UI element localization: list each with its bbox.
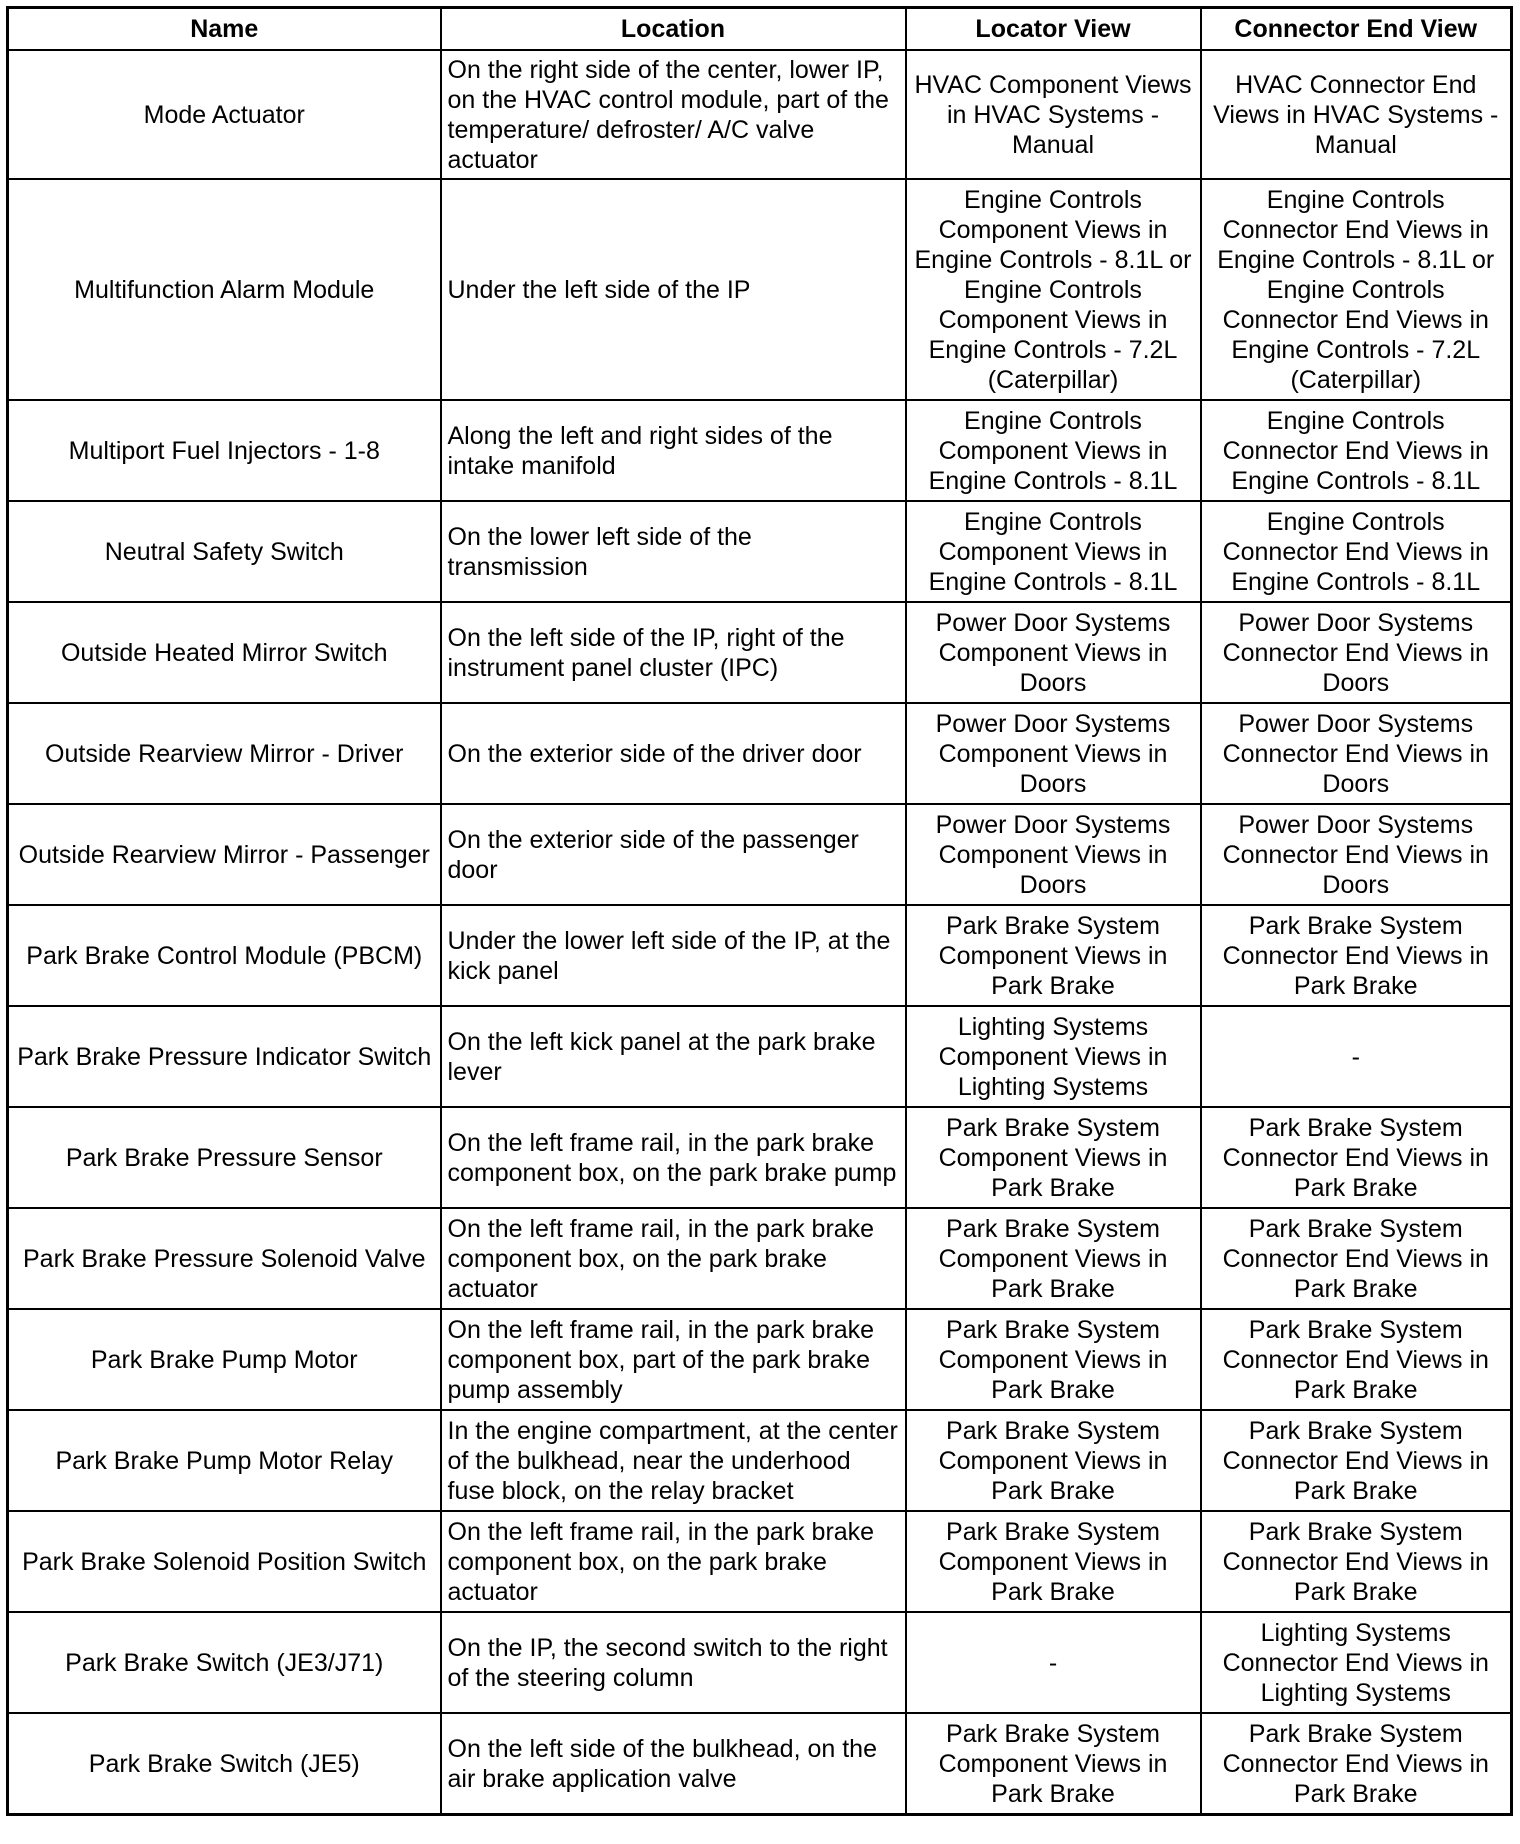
- cell-name: Park Brake Pressure Solenoid Valve: [8, 1208, 441, 1309]
- cell-location: On the left frame rail, in the park brake component box, on the park brake actuator: [441, 1511, 906, 1612]
- cell-location: On the left frame rail, in the park brake component box, on the park brake pump: [441, 1107, 906, 1208]
- cell-location: On the lower left side of the transmission: [441, 501, 906, 602]
- table-row: [8, 1612, 1512, 1713]
- table-row: [8, 400, 1512, 501]
- table-header-row: [8, 8, 1512, 51]
- cell-name: Park Brake Pump Motor Relay: [8, 1410, 441, 1511]
- component-locator-table: [6, 6, 1513, 1816]
- cell-name: Park Brake Pump Motor: [8, 1309, 441, 1410]
- cell-name: Outside Rearview Mirror - Driver: [8, 703, 441, 804]
- cell-location: On the left kick panel at the park brake lever: [441, 1006, 906, 1107]
- header-locator-view: Locator View: [906, 8, 1201, 51]
- cell-locator-view: HVAC Component Views in HVAC Systems - Manual: [906, 50, 1201, 179]
- cell-location: On the IP, the second switch to the right of the steering column: [441, 1612, 906, 1713]
- cell-connector-end-view: Park Brake System Connector End Views in Park Brake: [1201, 1511, 1512, 1612]
- table-row: [8, 1006, 1512, 1107]
- cell-location: On the left frame rail, in the park brake component box, on the park brake actuator: [441, 1208, 906, 1309]
- cell-connector-end-view: Park Brake System Connector End Views in Park Brake: [1201, 1309, 1512, 1410]
- cell-locator-view: Park Brake System Component Views in Park Brake: [906, 1713, 1201, 1815]
- cell-location: On the exterior side of the driver door: [441, 703, 906, 804]
- table-row: [8, 501, 1512, 602]
- cell-location: On the left frame rail, in the park brake component box, part of the park brake pump assembly: [441, 1309, 906, 1410]
- cell-name: Park Brake Pressure Indicator Switch: [8, 1006, 441, 1107]
- cell-name: Park Brake Switch (JE3/J71): [8, 1612, 441, 1713]
- cell-name: Neutral Safety Switch: [8, 501, 441, 602]
- cell-locator-view: Engine Controls Component Views in Engine Controls - 8.1L: [906, 501, 1201, 602]
- cell-locator-view: Lighting Systems Component Views in Lighting Systems: [906, 1006, 1201, 1107]
- cell-location: Along the left and right sides of the intake manifold: [441, 400, 906, 501]
- cell-location: On the exterior side of the passenger door: [441, 804, 906, 905]
- header-name: Name: [8, 8, 441, 51]
- cell-connector-end-view: Lighting Systems Connector End Views in Lighting Systems: [1201, 1612, 1512, 1713]
- cell-locator-view: Power Door Systems Component Views in Doors: [906, 804, 1201, 905]
- cell-name: Mode Actuator: [8, 50, 441, 179]
- cell-connector-end-view: Power Door Systems Connector End Views in Doors: [1201, 804, 1512, 905]
- cell-name: Multiport Fuel Injectors - 1-8: [8, 400, 441, 501]
- cell-location: On the right side of the center, lower IP, on the HVAC control module, part of the temperature/ defroster/ A/C valve actuator: [441, 50, 906, 179]
- cell-connector-end-view: Park Brake System Connector End Views in Park Brake: [1201, 905, 1512, 1006]
- table-row: [8, 1208, 1512, 1309]
- cell-location: Under the lower left side of the IP, at the kick panel: [441, 905, 906, 1006]
- table-row: [8, 1511, 1512, 1612]
- cell-connector-end-view: Park Brake System Connector End Views in Park Brake: [1201, 1713, 1512, 1815]
- cell-connector-end-view: Engine Controls Connector End Views in Engine Controls - 8.1L or Engine Controls Connector End Views in Engine Controls - 7.2L (Caterpillar): [1201, 179, 1512, 400]
- header-location: Location: [441, 8, 906, 51]
- cell-locator-view: Park Brake System Component Views in Park Brake: [906, 1208, 1201, 1309]
- cell-locator-view: Park Brake System Component Views in Park Brake: [906, 1107, 1201, 1208]
- table-row: [8, 1107, 1512, 1208]
- cell-name: Multifunction Alarm Module: [8, 179, 441, 400]
- cell-connector-end-view: HVAC Connector End Views in HVAC Systems - Manual: [1201, 50, 1512, 179]
- cell-name: Park Brake Control Module (PBCM): [8, 905, 441, 1006]
- cell-name: Outside Heated Mirror Switch: [8, 602, 441, 703]
- cell-connector-end-view: Park Brake System Connector End Views in Park Brake: [1201, 1410, 1512, 1511]
- cell-locator-view: Engine Controls Component Views in Engine Controls - 8.1L or Engine Controls Component Views in Engine Controls - 7.2L (Caterpillar): [906, 179, 1201, 400]
- cell-connector-end-view: Engine Controls Connector End Views in Engine Controls - 8.1L: [1201, 501, 1512, 602]
- cell-name: Park Brake Switch (JE5): [8, 1713, 441, 1815]
- cell-name: Park Brake Pressure Sensor: [8, 1107, 441, 1208]
- table-row: [8, 50, 1512, 179]
- cell-name: Outside Rearview Mirror - Passenger: [8, 804, 441, 905]
- table-row: [8, 905, 1512, 1006]
- table-row: [8, 602, 1512, 703]
- table-row: [8, 1410, 1512, 1511]
- cell-locator-view: Power Door Systems Component Views in Doors: [906, 602, 1201, 703]
- table-row: [8, 703, 1512, 804]
- table-row: [8, 804, 1512, 905]
- cell-locator-view: Park Brake System Component Views in Park Brake: [906, 1309, 1201, 1410]
- cell-locator-view: -: [906, 1612, 1201, 1713]
- cell-connector-end-view: Park Brake System Connector End Views in Park Brake: [1201, 1208, 1512, 1309]
- cell-location: In the engine compartment, at the center of the bulkhead, near the underhood fuse block, on the relay bracket: [441, 1410, 906, 1511]
- header-connector-end-view: Connector End View: [1201, 8, 1512, 51]
- table-row: [8, 1713, 1512, 1815]
- cell-location: Under the left side of the IP: [441, 179, 906, 400]
- cell-connector-end-view: -: [1201, 1006, 1512, 1107]
- cell-connector-end-view: Power Door Systems Connector End Views in Doors: [1201, 703, 1512, 804]
- cell-locator-view: Park Brake System Component Views in Park Brake: [906, 1511, 1201, 1612]
- cell-location: On the left side of the IP, right of the instrument panel cluster (IPC): [441, 602, 906, 703]
- cell-locator-view: Engine Controls Component Views in Engine Controls - 8.1L: [906, 400, 1201, 501]
- cell-locator-view: Park Brake System Component Views in Park Brake: [906, 905, 1201, 1006]
- cell-location: On the left side of the bulkhead, on the air brake application valve: [441, 1713, 906, 1815]
- cell-connector-end-view: Engine Controls Connector End Views in Engine Controls - 8.1L: [1201, 400, 1512, 501]
- cell-connector-end-view: Power Door Systems Connector End Views in Doors: [1201, 602, 1512, 703]
- cell-connector-end-view: Park Brake System Connector End Views in Park Brake: [1201, 1107, 1512, 1208]
- cell-locator-view: Power Door Systems Component Views in Doors: [906, 703, 1201, 804]
- table-row: [8, 179, 1512, 400]
- cell-name: Park Brake Solenoid Position Switch: [8, 1511, 441, 1612]
- table-row: [8, 1309, 1512, 1410]
- cell-locator-view: Park Brake System Component Views in Park Brake: [906, 1410, 1201, 1511]
